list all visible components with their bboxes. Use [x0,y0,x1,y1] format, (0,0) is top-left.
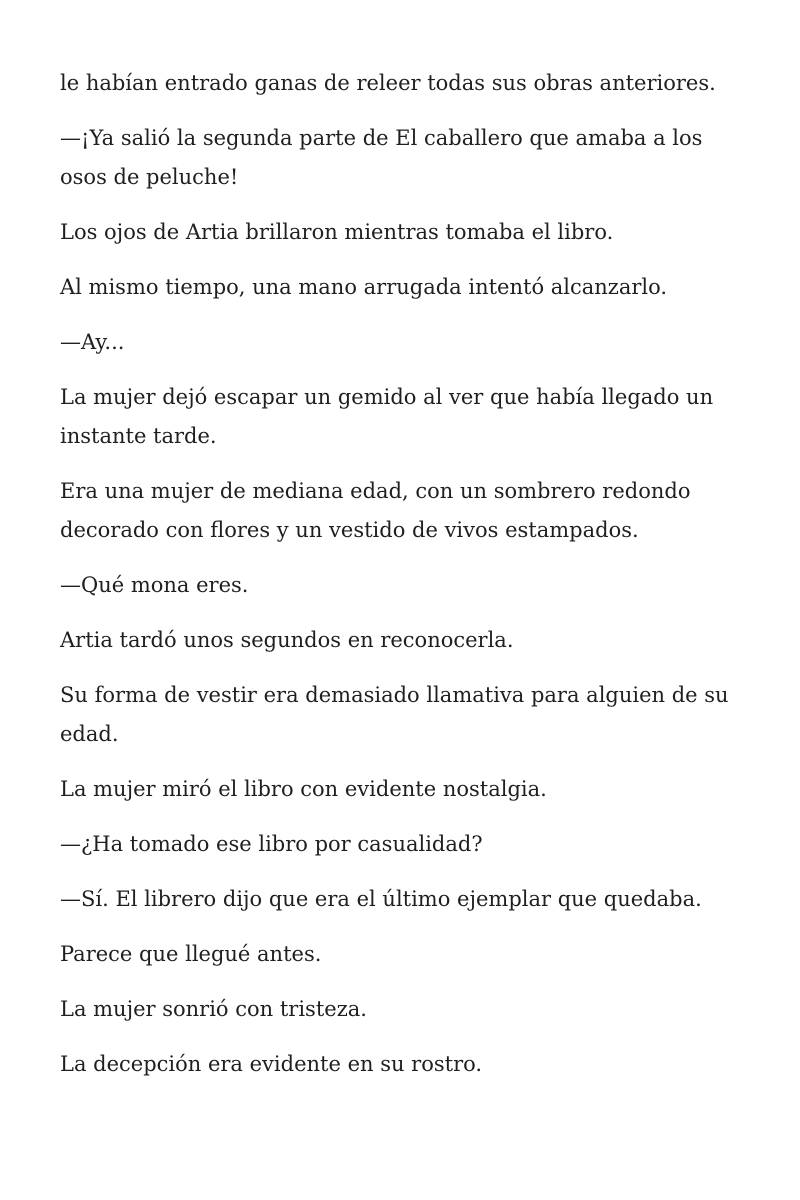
paragraph: —Ay... [60,330,125,354]
paragraph: le habían entrado ganas de releer todas sus obras anteriores. [60,71,716,95]
paragraph: Al mismo tiempo, una mano arrugada intentó alcanzarlo. [60,275,668,299]
paragraph: La mujer dejó escapar un gemido al ver que había llegado un instante tarde. [60,385,714,448]
paragraph: Su forma de vestir era demasiado llamativa para alguien de su edad. [60,683,729,746]
paragraph: La mujer sonrió con tristeza. [60,997,367,1021]
paragraph: —¿Ha tomado ese libro por casualidad? [60,832,483,856]
paragraph: —¡Ya salió la segunda parte de El caballero que amaba a los osos de peluche! [60,126,703,189]
paragraph: Artia tardó unos segundos en reconocerla. [60,628,514,652]
document-text-body [60,64,740,1084]
paragraph: Los ojos de Artia brillaron mientras tomaba el libro. [60,220,614,244]
paragraph: —Sí. El librero dijo que era el último ejemplar que quedaba. [60,887,702,911]
paragraph: La decepción era evidente en su rostro. [60,1052,483,1076]
paragraph: Era una mujer de mediana edad, con un sombrero redondo decorado con flores y un vestido de vivos estampados. [60,479,691,542]
paragraph: La mujer miró el libro con evidente nostalgia. [60,777,547,801]
paragraph: —Qué mona eres. [60,573,249,597]
paragraph: Parece que llegué antes. [60,942,322,966]
